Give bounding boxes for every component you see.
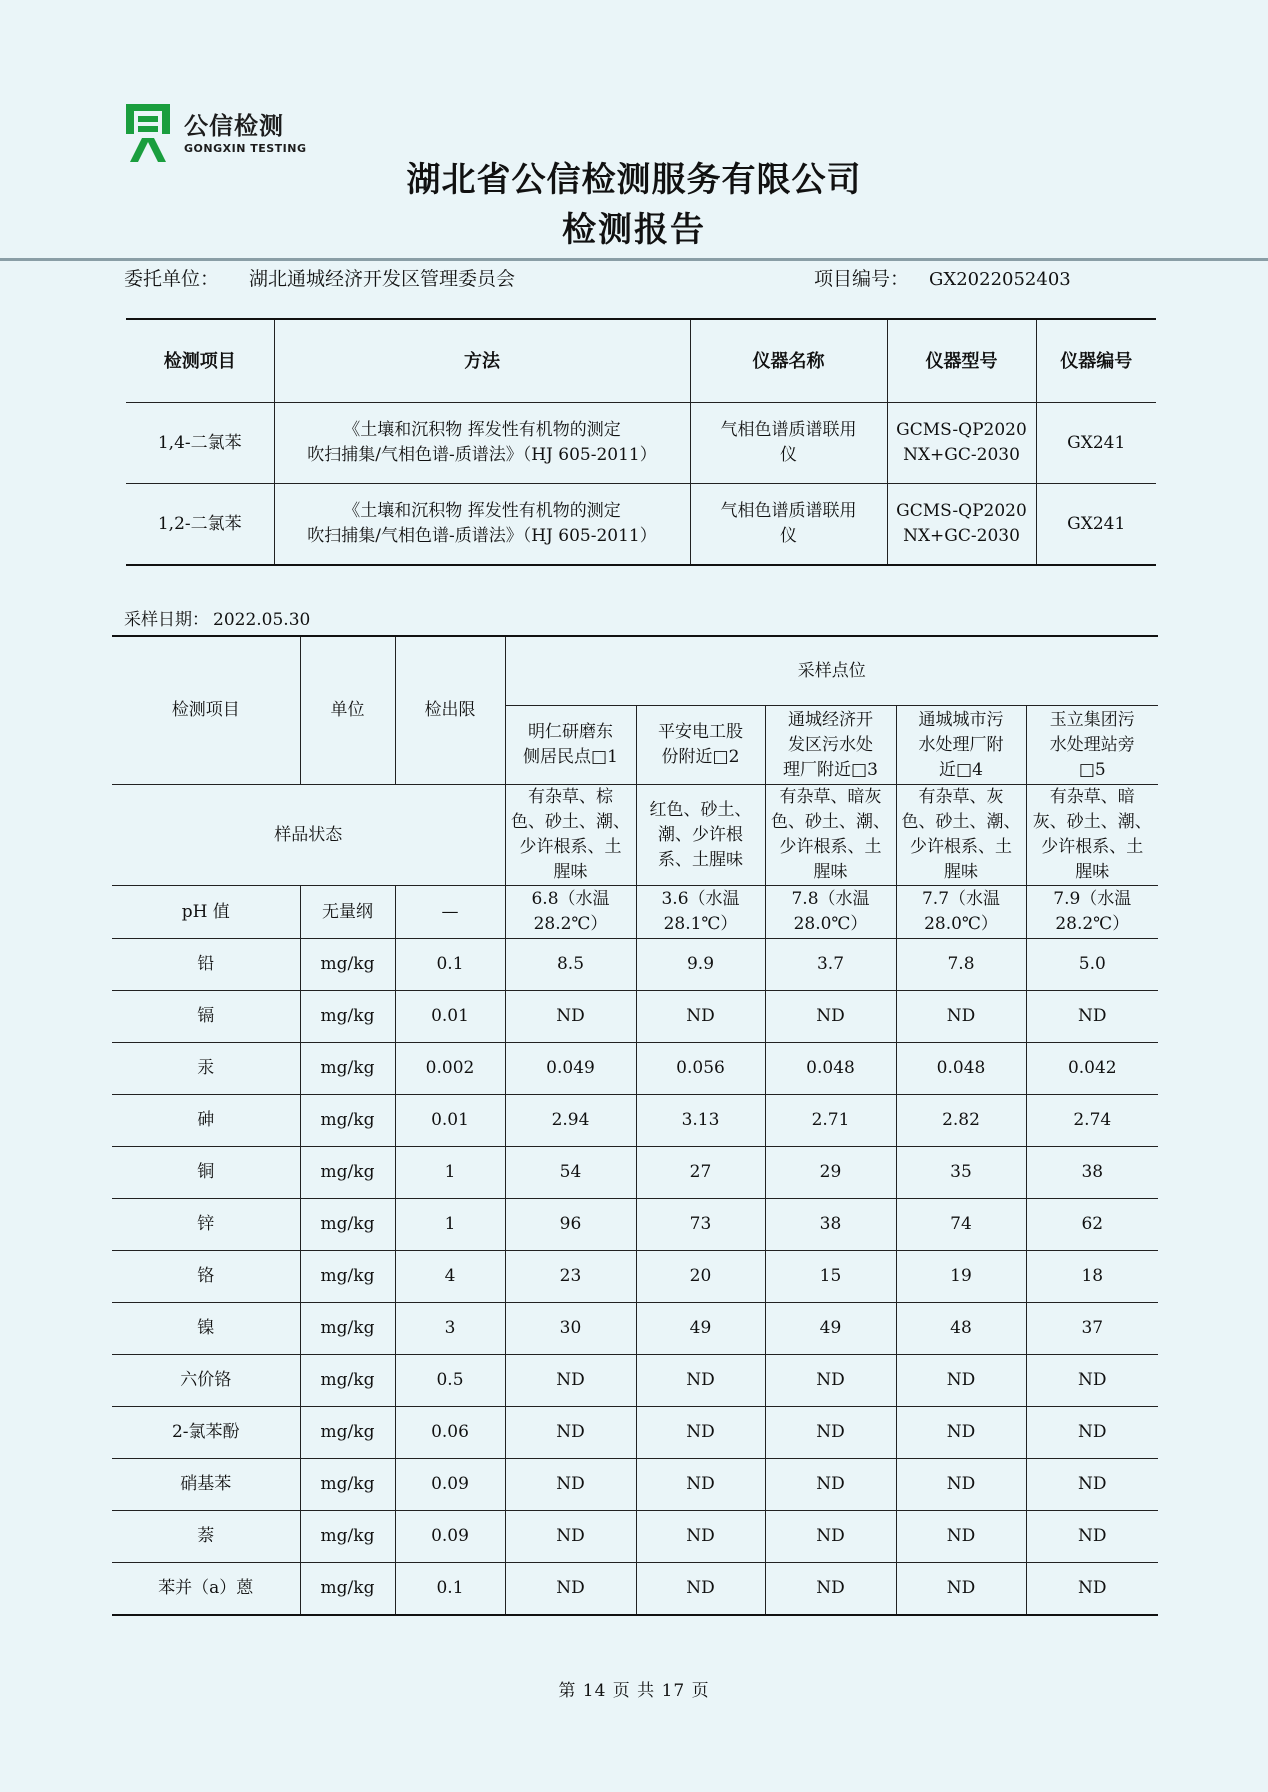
result-value: 15 — [765, 1251, 896, 1303]
sample-state: 有杂草、暗 灰、砂土、潮、 少许根系、土 腥味 — [1026, 785, 1158, 886]
sampling-point: 通城城市污 水处理厂附 近□4 — [896, 706, 1026, 785]
result-limit: 1 — [395, 1199, 505, 1251]
result-value: 3.13 — [636, 1095, 765, 1147]
table-row — [112, 1459, 1158, 1511]
result-value: ND — [896, 991, 1026, 1043]
result-value: 2.82 — [896, 1095, 1026, 1147]
header-points: 采样点位 — [505, 636, 1158, 706]
result-limit: 4 — [395, 1251, 505, 1303]
results-header-row — [112, 636, 1158, 706]
sample-state-label: 样品状态 — [112, 785, 505, 886]
result-value: ND — [1026, 1407, 1158, 1459]
result-value: 19 — [896, 1251, 1026, 1303]
result-value: 37 — [1026, 1303, 1158, 1355]
page-number: 第 14 页 共 17 页 — [558, 1681, 710, 1701]
logo-cn-text: 公信检测 — [184, 112, 284, 140]
sampling-date — [124, 605, 310, 630]
sampling-date-value: 2022.05.30 — [213, 610, 311, 630]
result-item: 萘 — [112, 1511, 300, 1563]
result-value: ND — [1026, 1459, 1158, 1511]
result-value: ND — [505, 1511, 636, 1563]
table-row — [112, 1095, 1158, 1147]
instrument-name: 气相色谱质谱联用 仪 — [690, 484, 887, 566]
table-row — [112, 1563, 1158, 1616]
result-limit: 0.1 — [395, 939, 505, 991]
result-value: ND — [636, 1563, 765, 1616]
result-value: ND — [505, 1563, 636, 1616]
result-value: 0.048 — [896, 1043, 1026, 1095]
result-item: 镍 — [112, 1303, 300, 1355]
result-value: ND — [636, 991, 765, 1043]
result-item: 砷 — [112, 1095, 300, 1147]
result-limit: 0.06 — [395, 1407, 505, 1459]
result-value: 2.71 — [765, 1095, 896, 1147]
result-value: ND — [765, 1511, 896, 1563]
result-value: 0.048 — [765, 1043, 896, 1095]
table-row — [112, 1251, 1158, 1303]
result-value: 38 — [1026, 1147, 1158, 1199]
results-table — [112, 635, 1158, 1616]
sampling-point: 明仁研磨东 侧居民点□1 — [505, 706, 636, 785]
method-standard: 《土壤和沉积物 挥发性有机物的测定 吹扫捕集/气相色谱-质谱法》（HJ 605-2011） — [274, 403, 690, 484]
result-limit: 0.09 — [395, 1511, 505, 1563]
result-value: ND — [505, 1459, 636, 1511]
result-value: 29 — [765, 1147, 896, 1199]
result-limit: 0.002 — [395, 1043, 505, 1095]
table-row — [112, 1303, 1158, 1355]
result-value: ND — [896, 1511, 1026, 1563]
table-row — [112, 1407, 1158, 1459]
project-label: 项目编号： — [814, 268, 910, 290]
result-value: 7.8 — [896, 939, 1026, 991]
result-value: 3.7 — [765, 939, 896, 991]
ph-value: 3.6（水温 28.1℃） — [636, 886, 765, 939]
result-unit: mg/kg — [300, 1407, 395, 1459]
instrument-number: GX241 — [1036, 484, 1156, 566]
sample-state: 有杂草、灰 色、砂土、潮、 少许根系、土 腥味 — [896, 785, 1026, 886]
sample-state-row — [112, 785, 1158, 886]
sampling-point: 通城经济开 发区污水处 理厂附近□3 — [765, 706, 896, 785]
result-value: ND — [765, 1407, 896, 1459]
header-limit: 检出限 — [395, 636, 505, 785]
result-unit: mg/kg — [300, 1459, 395, 1511]
result-unit: mg/kg — [300, 1511, 395, 1563]
table-row — [112, 1199, 1158, 1251]
result-item: 硝基苯 — [112, 1459, 300, 1511]
company-title: 湖北省公信检测服务有限公司 — [406, 160, 862, 200]
result-unit: mg/kg — [300, 1095, 395, 1147]
result-item: 铜 — [112, 1147, 300, 1199]
result-item: 汞 — [112, 1043, 300, 1095]
result-item: pH 值 — [112, 886, 300, 939]
result-unit: 无量纲 — [300, 886, 395, 939]
header-cell: 仪器名称 — [690, 319, 887, 403]
result-value: ND — [636, 1355, 765, 1407]
table-row — [112, 1043, 1158, 1095]
client-info — [124, 264, 515, 291]
result-unit: mg/kg — [300, 939, 395, 991]
table-row — [126, 484, 1156, 566]
result-value: ND — [636, 1511, 765, 1563]
table-row — [126, 403, 1156, 484]
result-value: 2.74 — [1026, 1095, 1158, 1147]
result-value: ND — [896, 1459, 1026, 1511]
client-label: 委托单位： — [124, 268, 220, 290]
table-row — [112, 1511, 1158, 1563]
result-value: 0.056 — [636, 1043, 765, 1095]
result-value: 9.9 — [636, 939, 765, 991]
result-limit: 0.09 — [395, 1459, 505, 1511]
table-row — [112, 1355, 1158, 1407]
result-value: 0.042 — [1026, 1043, 1158, 1095]
result-value: ND — [505, 991, 636, 1043]
method-standard: 《土壤和沉积物 挥发性有机物的测定 吹扫捕集/气相色谱-质谱法》（HJ 605-2011） — [274, 484, 690, 566]
result-value: ND — [1026, 1511, 1158, 1563]
header-cell: 方法 — [274, 319, 690, 403]
table-row — [112, 1147, 1158, 1199]
result-value: 18 — [1026, 1251, 1158, 1303]
result-value: ND — [1026, 991, 1158, 1043]
result-value: ND — [896, 1355, 1026, 1407]
result-limit: 0.1 — [395, 1563, 505, 1616]
instrument-name: 气相色谱质谱联用 仪 — [690, 403, 887, 484]
result-unit: mg/kg — [300, 1303, 395, 1355]
result-limit: 0.5 — [395, 1355, 505, 1407]
ph-value: 7.8（水温 28.0℃） — [765, 886, 896, 939]
result-item: 2-氯苯酚 — [112, 1407, 300, 1459]
methods-header-row — [126, 319, 1156, 403]
result-value: 8.5 — [505, 939, 636, 991]
result-value: ND — [765, 1355, 896, 1407]
result-value: 73 — [636, 1199, 765, 1251]
result-rows — [112, 939, 1158, 1616]
result-limit: — — [395, 886, 505, 939]
result-value: 27 — [636, 1147, 765, 1199]
result-value: 35 — [896, 1147, 1026, 1199]
result-value: ND — [505, 1355, 636, 1407]
instrument-model: GCMS-QP2020 NX+GC-2030 — [887, 403, 1036, 484]
result-item: 苯并（a）蒽 — [112, 1563, 300, 1616]
result-value: 38 — [765, 1199, 896, 1251]
sampling-point: 平安电工股 份附近□2 — [636, 706, 765, 785]
result-value: ND — [1026, 1355, 1158, 1407]
result-unit: mg/kg — [300, 1147, 395, 1199]
method-item: 1,4-二氯苯 — [126, 403, 274, 484]
ph-value: 7.7（水温 28.0℃） — [896, 886, 1026, 939]
table-row — [112, 939, 1158, 991]
sampling-date-label: 采样日期： — [124, 610, 209, 630]
result-value: ND — [896, 1563, 1026, 1616]
result-limit: 3 — [395, 1303, 505, 1355]
result-value: 74 — [896, 1199, 1026, 1251]
result-value: 5.0 — [1026, 939, 1158, 991]
instrument-number: GX241 — [1036, 403, 1156, 484]
sampling-point: 玉立集团污 水处理站旁 □5 — [1026, 706, 1158, 785]
result-value: 62 — [1026, 1199, 1158, 1251]
result-item: 六价铬 — [112, 1355, 300, 1407]
sample-state: 红色、砂土、 潮、少许根 系、土腥味 — [636, 785, 765, 886]
result-item: 铅 — [112, 939, 300, 991]
result-limit: 0.01 — [395, 991, 505, 1043]
result-unit: mg/kg — [300, 1563, 395, 1616]
result-unit: mg/kg — [300, 1199, 395, 1251]
result-value: ND — [1026, 1563, 1158, 1616]
result-value: 20 — [636, 1251, 765, 1303]
ph-row — [112, 886, 1158, 939]
result-unit: mg/kg — [300, 1355, 395, 1407]
project-value: GX2022052403 — [929, 269, 1071, 290]
result-value: ND — [636, 1407, 765, 1459]
result-value: 0.049 — [505, 1043, 636, 1095]
table-row — [112, 991, 1158, 1043]
client-value: 湖北通城经济开发区管理委员会 — [249, 268, 516, 290]
result-item: 镉 — [112, 991, 300, 1043]
result-item: 铬 — [112, 1251, 300, 1303]
header-cell: 仪器编号 — [1036, 319, 1156, 403]
result-value: 2.94 — [505, 1095, 636, 1147]
result-limit: 1 — [395, 1147, 505, 1199]
result-value: 49 — [636, 1303, 765, 1355]
result-value: ND — [505, 1407, 636, 1459]
result-value: 23 — [505, 1251, 636, 1303]
result-unit: mg/kg — [300, 991, 395, 1043]
header-cell: 检测项目 — [126, 319, 274, 403]
result-value: ND — [896, 1407, 1026, 1459]
methods-table — [126, 318, 1156, 566]
result-value: ND — [765, 991, 896, 1043]
header-item: 检测项目 — [112, 636, 300, 785]
result-limit: 0.01 — [395, 1095, 505, 1147]
result-value: 30 — [505, 1303, 636, 1355]
header-rule — [0, 258, 1268, 261]
sample-state: 有杂草、棕 色、砂土、潮、 少许根系、土 腥味 — [505, 785, 636, 886]
result-value: 96 — [505, 1199, 636, 1251]
result-value: ND — [765, 1563, 896, 1616]
header-unit: 单位 — [300, 636, 395, 785]
result-value: 54 — [505, 1147, 636, 1199]
sample-state: 有杂草、暗灰 色、砂土、潮、 少许根系、土 腥味 — [765, 785, 896, 886]
project-info — [814, 264, 1071, 291]
instrument-model: GCMS-QP2020 NX+GC-2030 — [887, 484, 1036, 566]
result-unit: mg/kg — [300, 1043, 395, 1095]
logo-en-text: GONGXIN TESTING — [184, 142, 307, 155]
ph-value: 7.9（水温 28.2℃） — [1026, 886, 1158, 939]
result-value: ND — [765, 1459, 896, 1511]
result-unit: mg/kg — [300, 1251, 395, 1303]
report-title: 检测报告 — [562, 210, 706, 250]
result-value: ND — [636, 1459, 765, 1511]
result-value: 48 — [896, 1303, 1026, 1355]
header-cell: 仪器型号 — [887, 319, 1036, 403]
ph-value: 6.8（水温 28.2℃） — [505, 886, 636, 939]
method-item: 1,2-二氯苯 — [126, 484, 274, 566]
result-value: 49 — [765, 1303, 896, 1355]
result-item: 锌 — [112, 1199, 300, 1251]
